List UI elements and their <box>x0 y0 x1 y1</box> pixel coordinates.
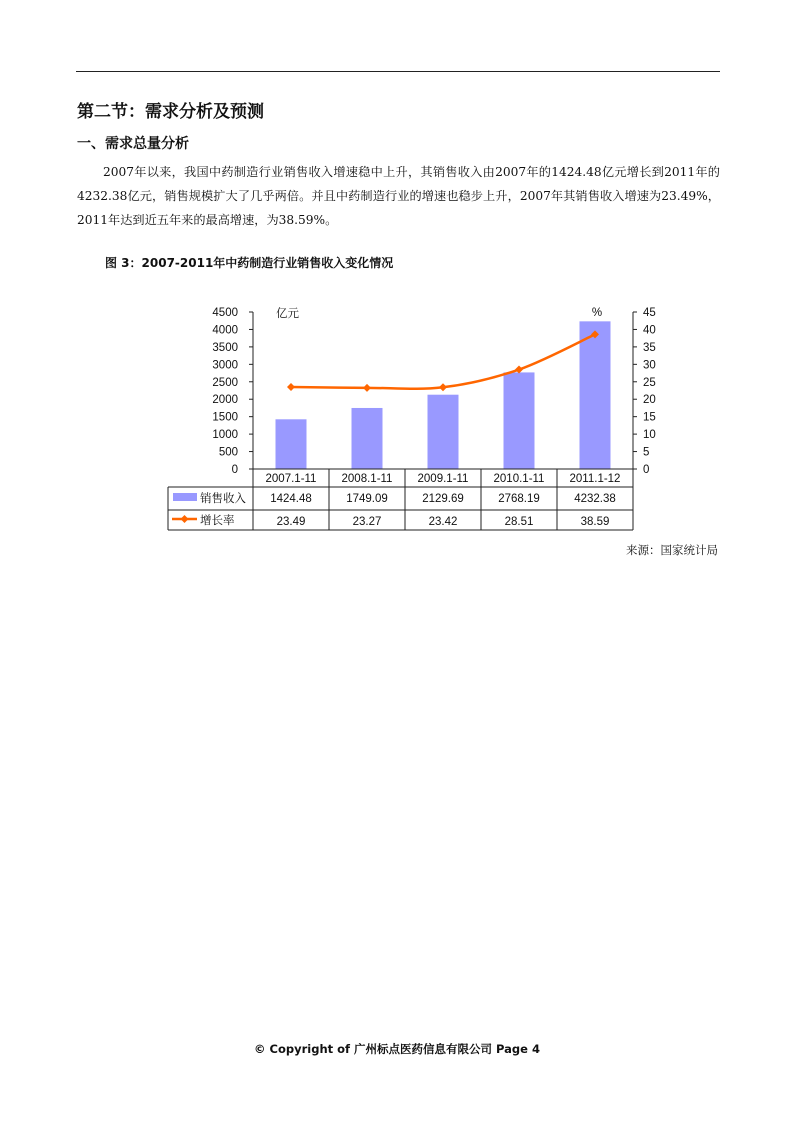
legend-line-marker <box>181 515 189 523</box>
legend-bar-label: 销售收入 <box>200 493 246 505</box>
revenue-value-label: 1749.09 <box>346 493 388 505</box>
left-tick-label: 3000 <box>212 359 238 372</box>
left-tick-label: 3500 <box>212 341 238 354</box>
left-tick-label: 4000 <box>212 324 238 337</box>
revenue-value-label: 4232.38 <box>574 493 616 505</box>
growth-rate-line <box>291 334 595 388</box>
growth-value-label: 38.59 <box>580 516 610 528</box>
right-tick-label: 35 <box>643 341 656 354</box>
growth-value-label: 23.49 <box>276 516 306 528</box>
category-label: 2009.1-11 <box>417 473 469 485</box>
revenue-bar <box>276 419 307 469</box>
page-footer: © Copyright of 广州标点医药信息有限公司 Page 4 <box>254 1042 540 1056</box>
growth-value-label: 28.51 <box>504 516 534 528</box>
right-tick-label: 0 <box>643 464 650 476</box>
right-tick-label: 30 <box>643 359 656 372</box>
left-tick-label: 4500 <box>212 307 238 319</box>
category-label: 2007.1-11 <box>265 473 317 485</box>
revenue-growth-chart <box>0 0 794 560</box>
figure-title: 图 3：2007-2011年中药制造行业销售收入变化情况 <box>105 256 394 270</box>
left-tick-label: 1000 <box>212 429 238 442</box>
left-tick-label: 500 <box>218 446 238 459</box>
section-title: 第二节：需求分析及预测 <box>77 102 264 122</box>
left-axis-unit: 亿元 <box>276 308 299 320</box>
category-label: 2010.1-11 <box>493 473 545 485</box>
revenue-bar <box>504 372 535 469</box>
right-tick-label: 45 <box>643 307 656 319</box>
growth-value-label: 23.42 <box>428 516 458 528</box>
right-tick-label: 25 <box>643 376 656 389</box>
left-tick-label: 2500 <box>212 376 238 389</box>
growth-value-label: 23.27 <box>352 516 382 528</box>
source-note: 来源：国家统计局 <box>626 543 718 557</box>
right-tick-label: 5 <box>643 446 650 459</box>
right-tick-label: 20 <box>643 394 656 407</box>
legend-line-label: 增长率 <box>200 515 235 527</box>
legend-bar-swatch <box>173 493 197 501</box>
left-tick-label: 0 <box>231 464 238 476</box>
category-label: 2011.1-12 <box>569 473 621 485</box>
left-tick-label: 2000 <box>212 394 238 407</box>
revenue-bar <box>580 321 611 469</box>
growth-rate-point <box>363 384 371 392</box>
right-axis-unit: % <box>591 307 603 319</box>
revenue-bar <box>352 408 383 469</box>
growth-rate-point <box>515 366 523 374</box>
right-tick-label: 40 <box>643 324 656 337</box>
category-label: 2008.1-11 <box>341 473 393 485</box>
subsection-title: 一、需求总量分析 <box>77 136 189 152</box>
revenue-value-label: 1424.48 <box>270 493 312 505</box>
left-tick-label: 1500 <box>212 411 238 424</box>
revenue-value-label: 2129.69 <box>422 493 464 505</box>
paragraph-text: 2007年以来，我国中药制造行业销售收入增速稳中上升，其销售收入由2007年的1424.48亿元增长到2011年的4232.38亿元，销售规模扩大了几乎两倍。并且中药制造行业的增速也稳步上升，2007年其销售收入增速为23.49%，2011年达到近五年来的最高增速，为38.59%。 <box>77 165 720 227</box>
revenue-bar <box>428 395 459 469</box>
growth-rate-point <box>287 383 295 391</box>
revenue-value-label: 2768.19 <box>498 493 540 505</box>
right-tick-label: 15 <box>643 411 656 424</box>
growth-rate-point <box>439 383 447 391</box>
right-tick-label: 10 <box>643 429 656 442</box>
